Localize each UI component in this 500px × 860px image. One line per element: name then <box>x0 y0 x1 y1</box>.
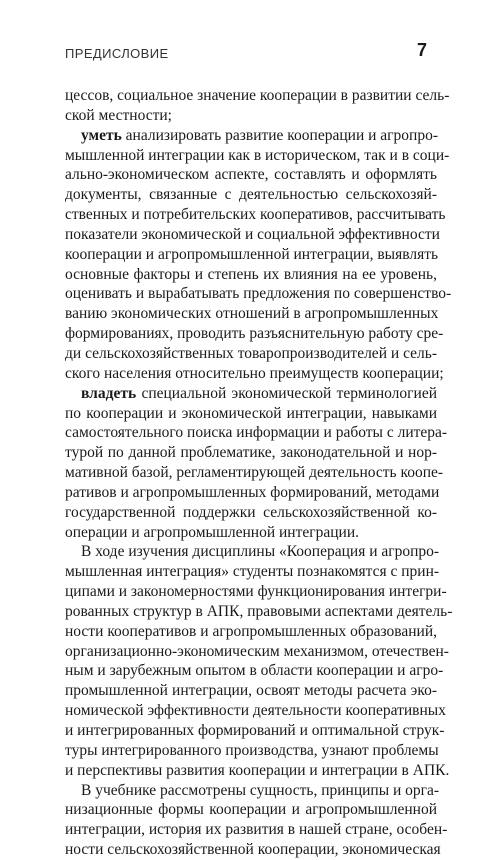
text-line <box>65 126 437 146</box>
text-line: мышленной интеграции как в историческом, так и в соци- <box>65 146 450 164</box>
text-line: и перспективы развития кооперации и интеграции в АПК. <box>65 761 450 779</box>
text-line: низационные формы кооперации и агропромышленной <box>65 801 437 819</box>
text-line: ным и зарубежным опытом в области кооперации и агро- <box>65 662 444 680</box>
text-line: туры интегрированного производства, узнают проблемы <box>65 741 439 759</box>
text-line: операции и агропромышленной интеграции. <box>65 523 359 541</box>
text-line: ди сельскохозяйственных товаропроизводителей и сель- <box>65 344 437 362</box>
text-line: ности сельскохозяйственной кооперации, экономическая <box>65 841 441 859</box>
text-line: турой по данной проблематике, законодательной и нор- <box>65 444 437 462</box>
body-text <box>65 86 453 860</box>
text-line: кооперации и агропромышленной интеграции, выявлять <box>65 245 439 263</box>
text-line: документы, связанные с деятельностью сельскохозяй- <box>65 186 437 204</box>
keyword-vladet: владеть <box>81 384 137 402</box>
text-line: по кооперации и экономической интеграции, навыками <box>65 404 437 422</box>
text-line: оценивать и вырабатывать предложения по совершенство- <box>65 285 452 303</box>
text-line: ственных и потребительских кооперативов, рассчитывать <box>65 206 446 224</box>
text-line <box>65 384 437 404</box>
text-line: ского населения относительно преимуществ кооперации; <box>65 364 444 382</box>
text-line: ципами и закономерностями функционирования интегри- <box>65 583 447 601</box>
text-line: мативной базой, регламентирующей деятельность коопе- <box>65 464 444 482</box>
text-line: основные факторы и степень их влияния на ее уровень, <box>65 265 437 283</box>
text-line: самостоятельного поиска информации и работы с литера- <box>65 424 448 442</box>
paragraph-skills-umet <box>65 126 452 384</box>
text-line: формированиях, проводить разъяснительную работу сре- <box>65 325 444 343</box>
text-line: ности кооперативов и агропромышленных образований, <box>65 622 437 640</box>
text-line: рованных структур в АПК, правовыми аспектами деятель- <box>65 602 453 620</box>
paragraph-course-overview <box>65 542 453 780</box>
text-line: организационно-экономическим механизмом, отечествен- <box>65 642 449 660</box>
paragraph-textbook-contents <box>65 781 448 860</box>
text-line: номической эффективности деятельности кооперативных <box>65 702 446 720</box>
text-line: ально-экономическом аспекте, составлять и оформлять <box>65 166 437 184</box>
text-line: интеграции, история их развития в нашей стране, особен- <box>65 821 448 839</box>
text-line: ративов и агропромышленных формирований, методами <box>65 483 440 501</box>
paragraph-continuation <box>65 86 450 126</box>
text-line: ской местности; <box>65 106 172 124</box>
text-line: показатели экономической и социальной эффективности <box>65 225 440 243</box>
text-line: В учебнике рассмотрены сущность, принципы и орга- <box>81 781 440 799</box>
page-number: 7 <box>417 40 428 60</box>
text-line: промышленной интеграции, освоят методы расчета эко- <box>65 682 437 700</box>
text-line: цессов, социальное значение кооперации в развитии сель- <box>65 87 450 104</box>
paragraph-skills-vladet <box>65 384 448 543</box>
text-line: мышленная интеграция» студенты познакомятся с прин- <box>65 563 440 581</box>
text-line: ванию экономических отношений в агропромышленных <box>65 305 439 323</box>
text-line: и интегрированных формирований и оптимальной струк- <box>65 722 445 739</box>
text-line-rest: специальной экономической терминологией <box>136 384 437 402</box>
text-line-rest: анализировать развитие кооперации и агропро- <box>121 126 438 144</box>
keyword-umet: уметь <box>81 126 122 144</box>
running-title: ПРЕДИСЛОВИЕ <box>65 46 169 61</box>
text-line: государственной поддержки сельскохозяйственной ко- <box>65 503 437 521</box>
text-line: В ходе изучения дисциплины «Кооперация и агропро- <box>81 543 440 561</box>
